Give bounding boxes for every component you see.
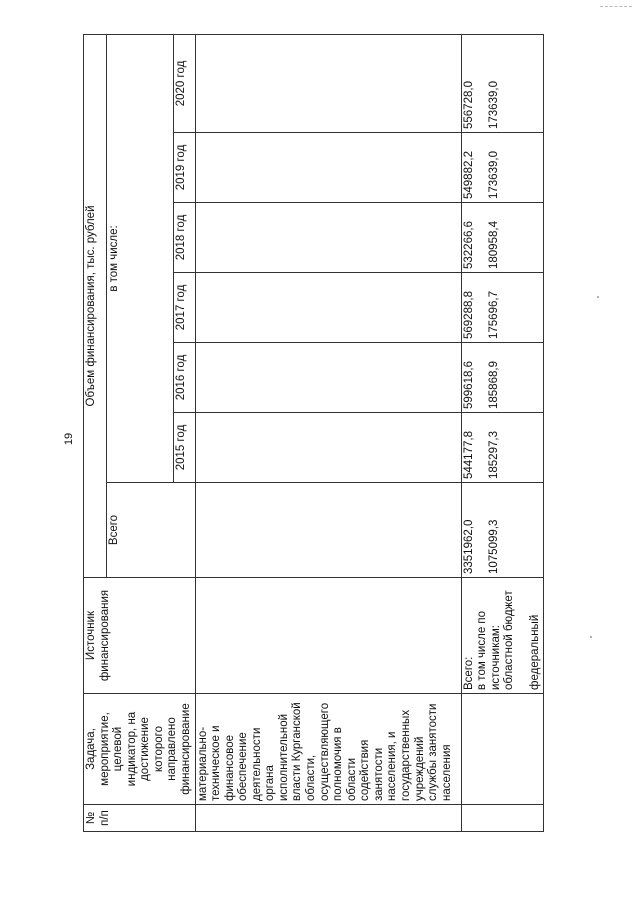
source-regional-label: областной бюджет (503, 590, 516, 690)
cell-year-2017 (461, 273, 544, 343)
header-total: Всего (107, 483, 196, 578)
cell-year-2015 (461, 413, 544, 483)
scan-artifact (600, 6, 632, 7)
table-row-totals (461, 34, 544, 831)
cell-num-empty (461, 805, 544, 832)
cell-empty (195, 273, 461, 343)
header-year: 2019 год (173, 133, 195, 203)
header-including: в том числе: (107, 34, 174, 482)
value-all: 556728,0 (462, 81, 475, 129)
cell-year-2019 (461, 133, 544, 203)
value-regional: 180958,4 (488, 221, 501, 269)
header-year: 2018 год (173, 203, 195, 273)
value-all: 549882,2 (462, 151, 475, 199)
cell-empty (195, 483, 461, 578)
cell-empty (195, 34, 461, 132)
value-all: 569288,8 (462, 291, 475, 339)
cell-year-2018 (461, 203, 544, 273)
header-source: Источник финансирования (84, 578, 196, 694)
scan-dot (597, 296, 599, 298)
value-regional: 173639,0 (488, 81, 501, 129)
cell-year-2020 (461, 34, 544, 132)
value-all: 544177,8 (462, 431, 475, 479)
cell-empty (195, 578, 461, 694)
cell-empty (195, 203, 461, 273)
table-row-task (195, 34, 461, 831)
cell-empty (461, 694, 544, 805)
header-volume: Объем финансирования, тыс. рублей (84, 34, 107, 577)
cell-empty (195, 343, 461, 413)
cell-task-text: материально-техническое и финансовое обеспечение деятельности органа исполнительной власти Курганской области, осуществляющего полномочия в области содействия занятости населения, и государственных учреждений службы занятости населения (195, 694, 461, 805)
header-num: № п/п (84, 805, 196, 832)
source-federal-label: федеральный (528, 614, 541, 690)
cell-sources (461, 578, 544, 694)
source-by-label: в том числе по источникам: (476, 610, 502, 690)
scan-dot (590, 636, 592, 638)
cell-empty (195, 133, 461, 203)
value-regional: 173639,0 (488, 151, 501, 199)
total-all: 3351962,0 (462, 519, 475, 574)
total-regional: 1075099,3 (488, 519, 501, 574)
financing-table-rotated (83, 35, 541, 832)
value-regional: 185868,9 (488, 361, 501, 409)
header-year: 2020 год (173, 34, 195, 132)
header-year: 2017 год (173, 273, 195, 343)
value-regional: 175696,7 (488, 291, 501, 339)
page-number: 19 (63, 432, 75, 446)
value-regional: 185297,3 (488, 431, 501, 479)
header-year: 2016 год (173, 343, 195, 413)
value-all: 599618,6 (462, 361, 475, 409)
cell-total (461, 483, 544, 578)
header-year: 2015 год (173, 413, 195, 483)
header-task: Задача, мероприятие, целевой индикатор, на достижение которого направлено финансирование (84, 694, 196, 805)
cell-num-empty (195, 805, 461, 832)
cell-empty (195, 413, 461, 483)
cell-year-2016 (461, 343, 544, 413)
source-total-label: Всего: (462, 656, 475, 690)
financing-table (83, 34, 544, 832)
value-all: 532266,6 (462, 221, 475, 269)
